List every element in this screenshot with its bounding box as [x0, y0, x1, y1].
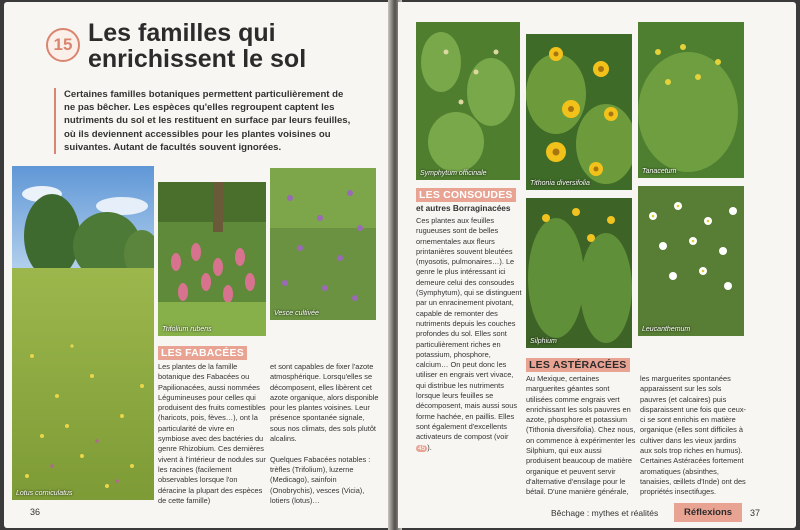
- meadow-image: [12, 166, 154, 500]
- fabacees-col2-text: et sont capables de fixer l'azote atmosphérique. Lorsqu'elles se décomposent, elles libèrent cet azote organique, alors disponible pour les plantes voisines. Leur présence spontanée signale, sous nos climats, des sols plutôt alcalins.: [270, 362, 379, 444]
- intro-text: Certaines familles botaniques permettent particulièrement de ne pas bêcher. Les espèces qu'elles regroupent captent les nutriments du sol et les restituent en surface par leurs feuilles, où ils deviennent accessibles pour les plantes voisines ou suivantes. Autant de facultés souvent ignorées.: [54, 88, 354, 154]
- tanacetum-image: [638, 22, 744, 178]
- section-title-consoudes: LES CONSOUDES: [416, 188, 516, 202]
- photo-caption: Leucanthemum: [642, 326, 691, 333]
- asteracees-col1: Au Mexique, certaines marguerites géantes sont utilisées comme engrais vert enrichissant les sols pauvres en azote, phosphore et potassium (Tithonia diversifolia). Chez nous, on commence à expérimenter les Silphium, qui eux aussi produisent beaucoup de matière organique et peuvent servir d'alternative d'ensilage pour le bétail. D'une manière générale,: [526, 374, 636, 497]
- photo-caption: Tanacetum: [642, 168, 677, 175]
- photo-tithonia: [526, 34, 632, 190]
- photo-tanacetum: [638, 22, 744, 178]
- footer-section-tab: Réflexions: [674, 503, 742, 522]
- page-number-left: 36: [30, 507, 41, 517]
- section-title-fabacees: LES FABACÉES: [158, 346, 247, 360]
- photo-caption: Vesce cultivée: [274, 310, 319, 317]
- photo-silphium: [526, 198, 632, 348]
- vicia-image: [270, 168, 376, 320]
- silphium-image: [526, 198, 632, 348]
- page-title: Les familles qui enrichissent le sol: [88, 19, 307, 73]
- fabacees-col1: Les plantes de la famille botanique des Fabacées ou Papilionacées, aussi nommées Légumineuses pour celles qui produisent des fruits comestibles (haricots, pois, fèves…), ont la particularité de vivre en symbiose avec des bactéries du genre Rhizobium. Ces dernières vivent à l'intérieur de nodules sur les racines (facilement observables lorsque l'on déracine la plupart des espèces de cette famille): [158, 362, 266, 505]
- left-page: [4, 2, 392, 528]
- tithonia-image: [526, 34, 632, 190]
- fabacees-col2: [270, 362, 382, 506]
- chapter-number-badge: 15: [46, 28, 80, 62]
- photo-caption: Trifolium rubens: [162, 326, 212, 333]
- section-title-asteracees: LES ASTÉRACÉES: [526, 358, 630, 372]
- section-subtitle-consoudes: et autres Borraginacées: [416, 203, 511, 213]
- consoudes-text: Ces plantes aux feuilles rugueuses sont de belles ornementales aux fleurs printanières souvent bleutées (myosotis, pulmonaires…). Le genre le plus intéressant ici demeure celui des consoudes (Symphytum), qui se distinguent par un enracinement pivotant, capable de remonter des nutriments depuis les couches profondes du sol. Elles sont particulièrement riches en potassium, phosphore, calcium… On peut donc les utiliser en engrais vert vivace, qui distribue les nutriments lorsque leurs feuilles se décomposent, mais aussi sous forme hachée, en paillis. Elles sont également d'excellents activateurs de compost (voir 45 ).: [416, 216, 522, 452]
- right-page: [398, 2, 796, 528]
- photo-leucanthemum: [638, 186, 744, 336]
- page-reference-badge[interactable]: 45: [418, 444, 426, 452]
- page-number-right: 37: [750, 508, 761, 518]
- photo-caption: Silphium: [530, 338, 557, 345]
- leucanthemum-image: [638, 186, 744, 336]
- photo-meadow: [12, 166, 154, 500]
- fabacees-notable-list: Quelques Fabacées notables : trèfles (Trifolium), luzerne (Medicago), sainfoin (Onobrychis), vesces (Vicia), lotiers (lotus)…: [270, 454, 371, 505]
- asteracees-col2: les marguerites spontanées apparaissent sur les sols pauvres (et calcaires) puis disparaissent une fois que ceux-ci se sont enrichis en matière organique (elles sont difficiles à cultiver dans les vieux jardins aux sols trop riches en humus). Certaines Astéracées fortement aromatiques (absinthes, tanaisies, œillets d'Inde) ont des propriétés insectifuges.: [640, 374, 746, 497]
- footer-label: Bêchage : mythes et réalités: [551, 508, 659, 518]
- symphytum-image: [416, 22, 520, 180]
- photo-trifolium: [158, 182, 266, 336]
- photo-symphytum: [416, 22, 520, 180]
- trifolium-image: [158, 182, 266, 336]
- photo-caption: Lotus corniculatus: [16, 490, 73, 497]
- photo-caption: Tithonia diversifolia: [530, 180, 590, 187]
- photo-caption: Symphytum officinale: [420, 170, 487, 177]
- photo-vicia: [270, 168, 376, 320]
